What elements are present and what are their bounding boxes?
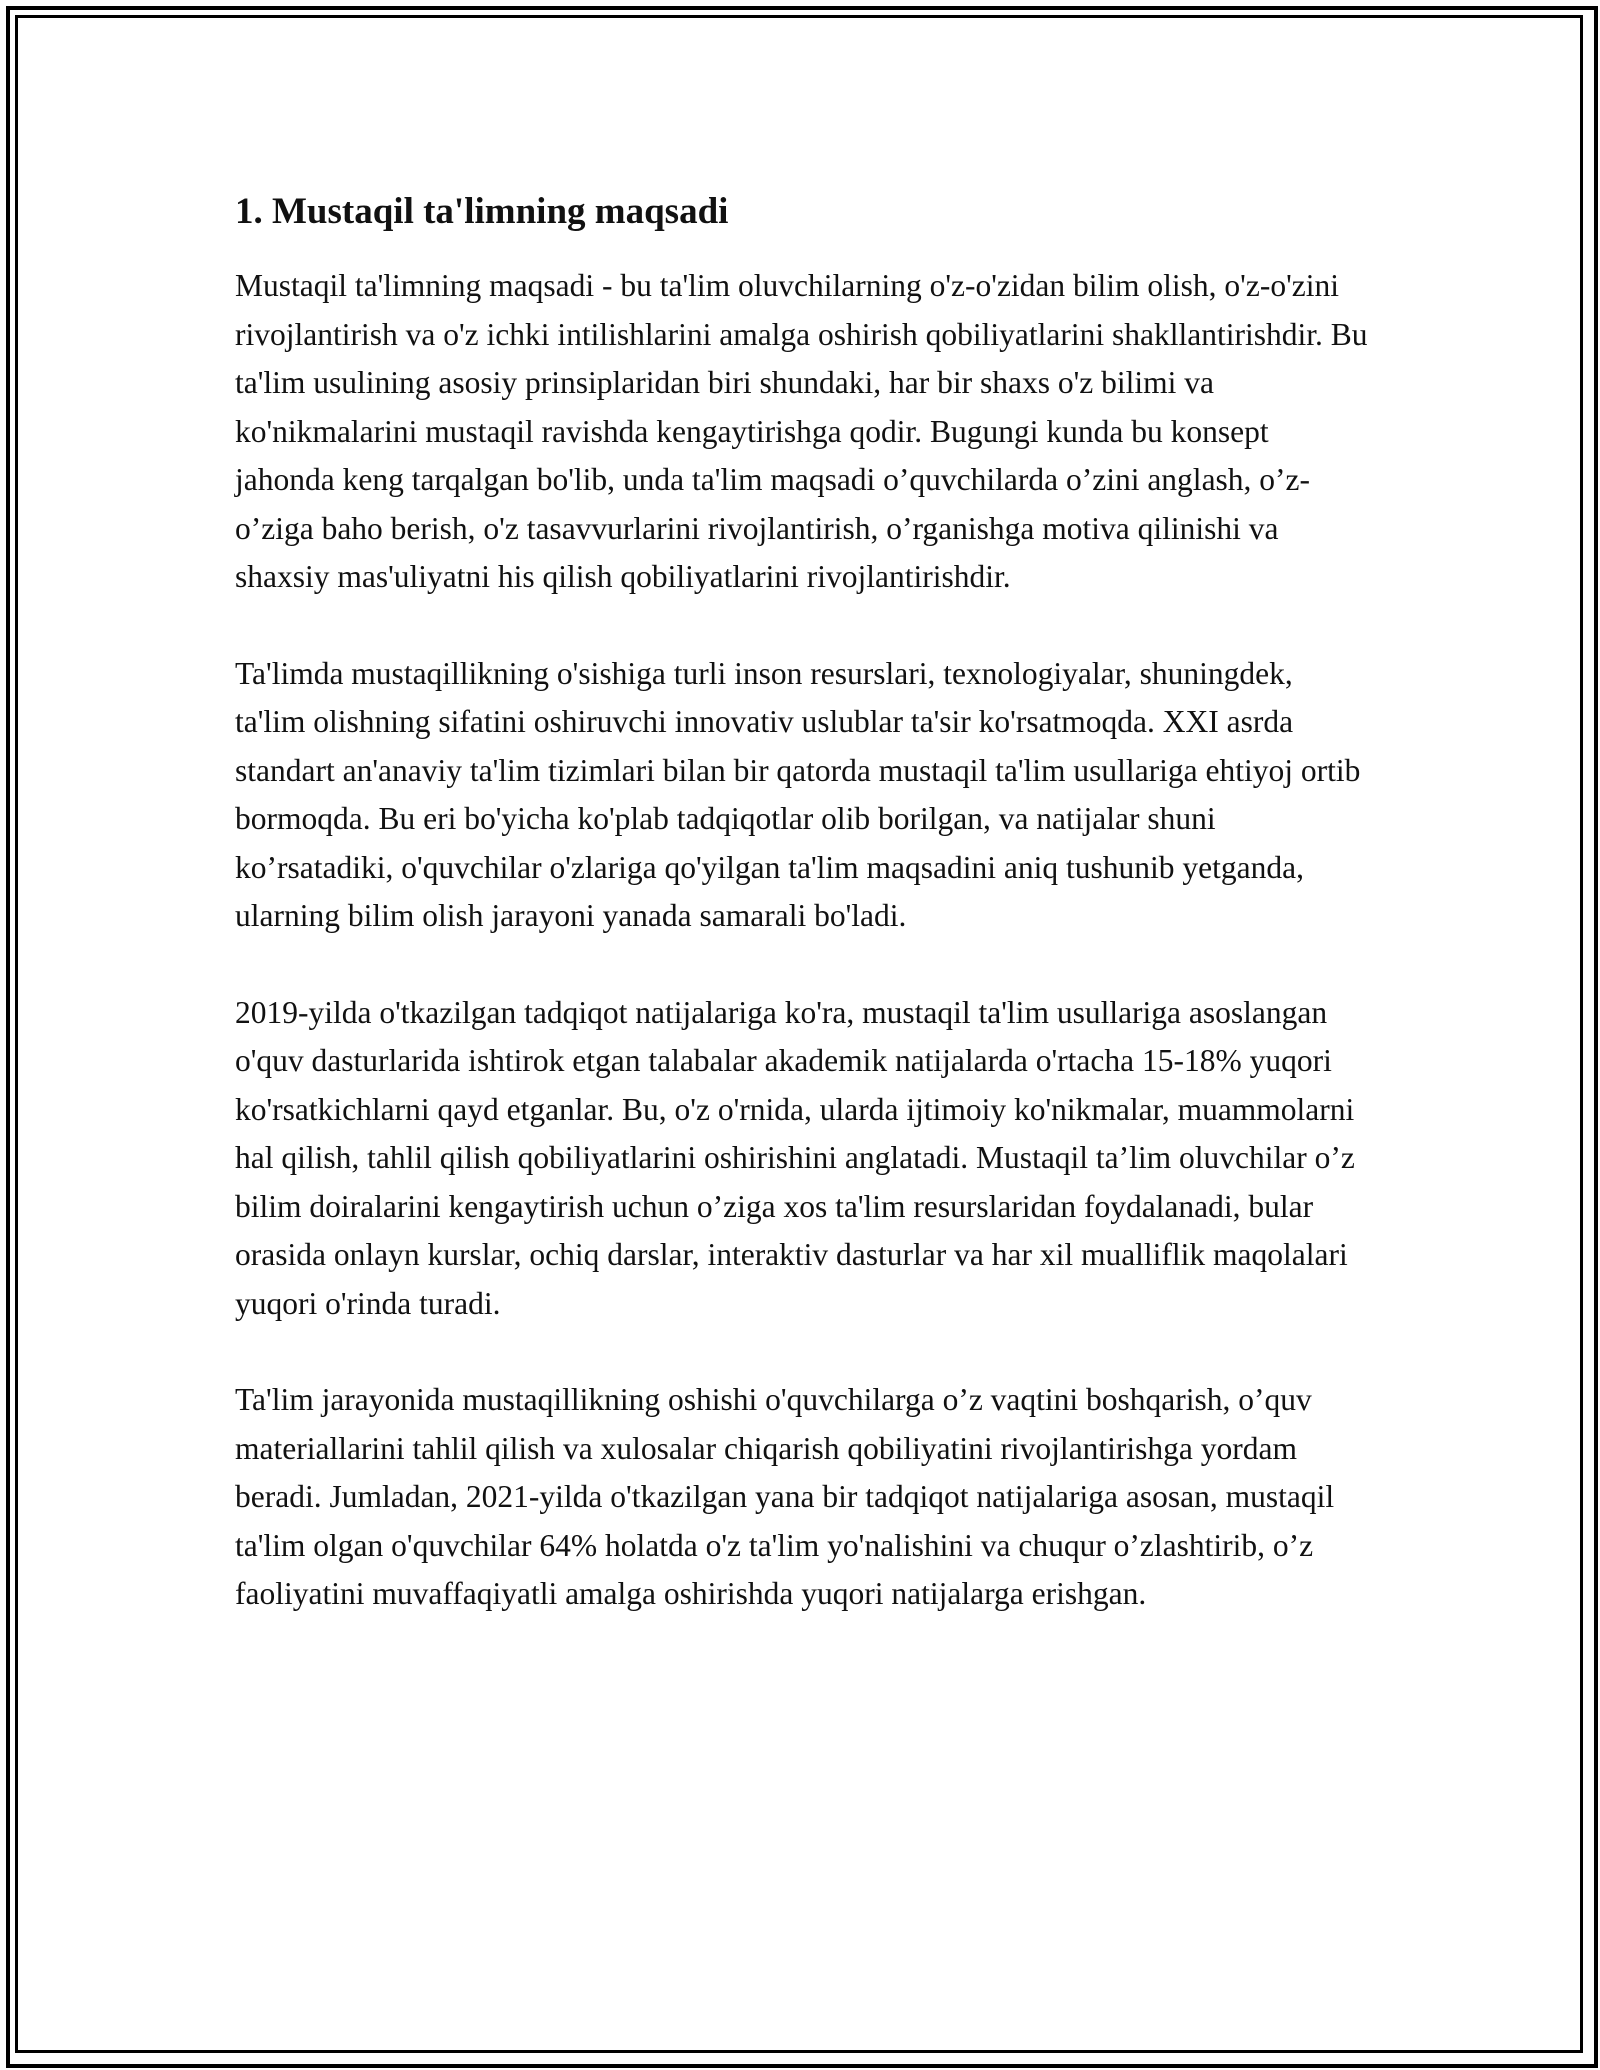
document-body [235,188,1370,1667]
section-heading: 1. Mustaqil ta'limning maqsadi [235,191,729,232]
paragraph-2: Ta'limda mustaqillikning o'sishiga turli inson resurslari, texnologiyalar, shuningdek, ta'lim olishning sifatini oshiruvchi innovativ uslublar ta'sir ko'rsatmoqda. XXI asrda standart an'anaviy ta'lim tizimlari bilan bir qatorda mustaqil ta'lim usullariga ehtiyoj ortib bormoqda. Bu eri bo'yicha ko'plab tadqiqotlar olib borilgan, va natijalar shuni ko’rsatadiki, o'quvchilar o'zlariga qo'yilgan ta'lim maqsadini aniq tushunib yetganda, ularning bilim olish jarayoni yanada samarali bo'ladi. [235,655,1361,933]
paragraph-4: Ta'lim jarayonida mustaqillikning oshishi o'quvchilarga o’z vaqtini boshqarish, o’quv materiallarini tahlil qilish va xulosalar chiqarish qobiliyatini rivojlantirishga yordam beradi. Jumladan, 2021-yilda o'tkazilgan yana bir tadqiqot natijalariga asosan, mustaqil ta'lim olgan o'quvchilar 64% holatda o'z ta'lim yo'nalishini va chuqur o’zlashtirib, o’z faoliyatini muvaffaqiyatli amalga oshirishda yuqori natijalarga erishgan. [235,1382,1335,1611]
paragraph-1: Mustaqil ta'limning maqsadi - bu ta'lim oluvchilarning o'z-o'zidan bilim olish, o'z-o'zini rivojlantirish va o'z ichki intilishlarini amalga oshirish qobiliyatlarini shakllantirishdir. Bu ta'lim usulining asosiy prinsiplaridan biri shundaki, har bir shaxs o'z bilimi va ko'nikmalarini mustaqil ravishda kengaytirishga qodir. Bugungi kunda bu konsept jahonda keng tarqalgan bo'lib, unda ta'lim maqsadi o’quvchilarda o’zini anglash, o’z-o’ziga baho berish, o'z tasavvurlarini rivojlantirish, o’rganishga motiva qilinishi va shaxsiy mas'uliyatni his qilish qobiliyatlarini rivojlantirishdir. [235,268,1368,594]
paragraph-3: 2019-yilda o'tkazilgan tadqiqot natijalariga ko'ra, mustaqil ta'lim usullariga asoslangan o'quv dasturlarida ishtirok etgan talabalar akademik natijalarda o'rtacha 15-18% yuqori ko'rsatkichlarni qayd etganlar. Bu, o'z o'rnida, ularda ijtimoiy ko'nikmalar, muammolarni hal qilish, tahlil qilish qobiliyatlarini oshirishini anglatadi. Mustaqil ta’lim oluvchilar o’z bilim doiralarini kengaytirish uchun o’ziga xos ta'lim resurslaridan foydalanadi, bular orasida onlayn kurslar, ochiq darslar, interaktiv dasturlar va har xil mualliflik maqolalari yuqori o'rinda turadi. [235,994,1355,1321]
